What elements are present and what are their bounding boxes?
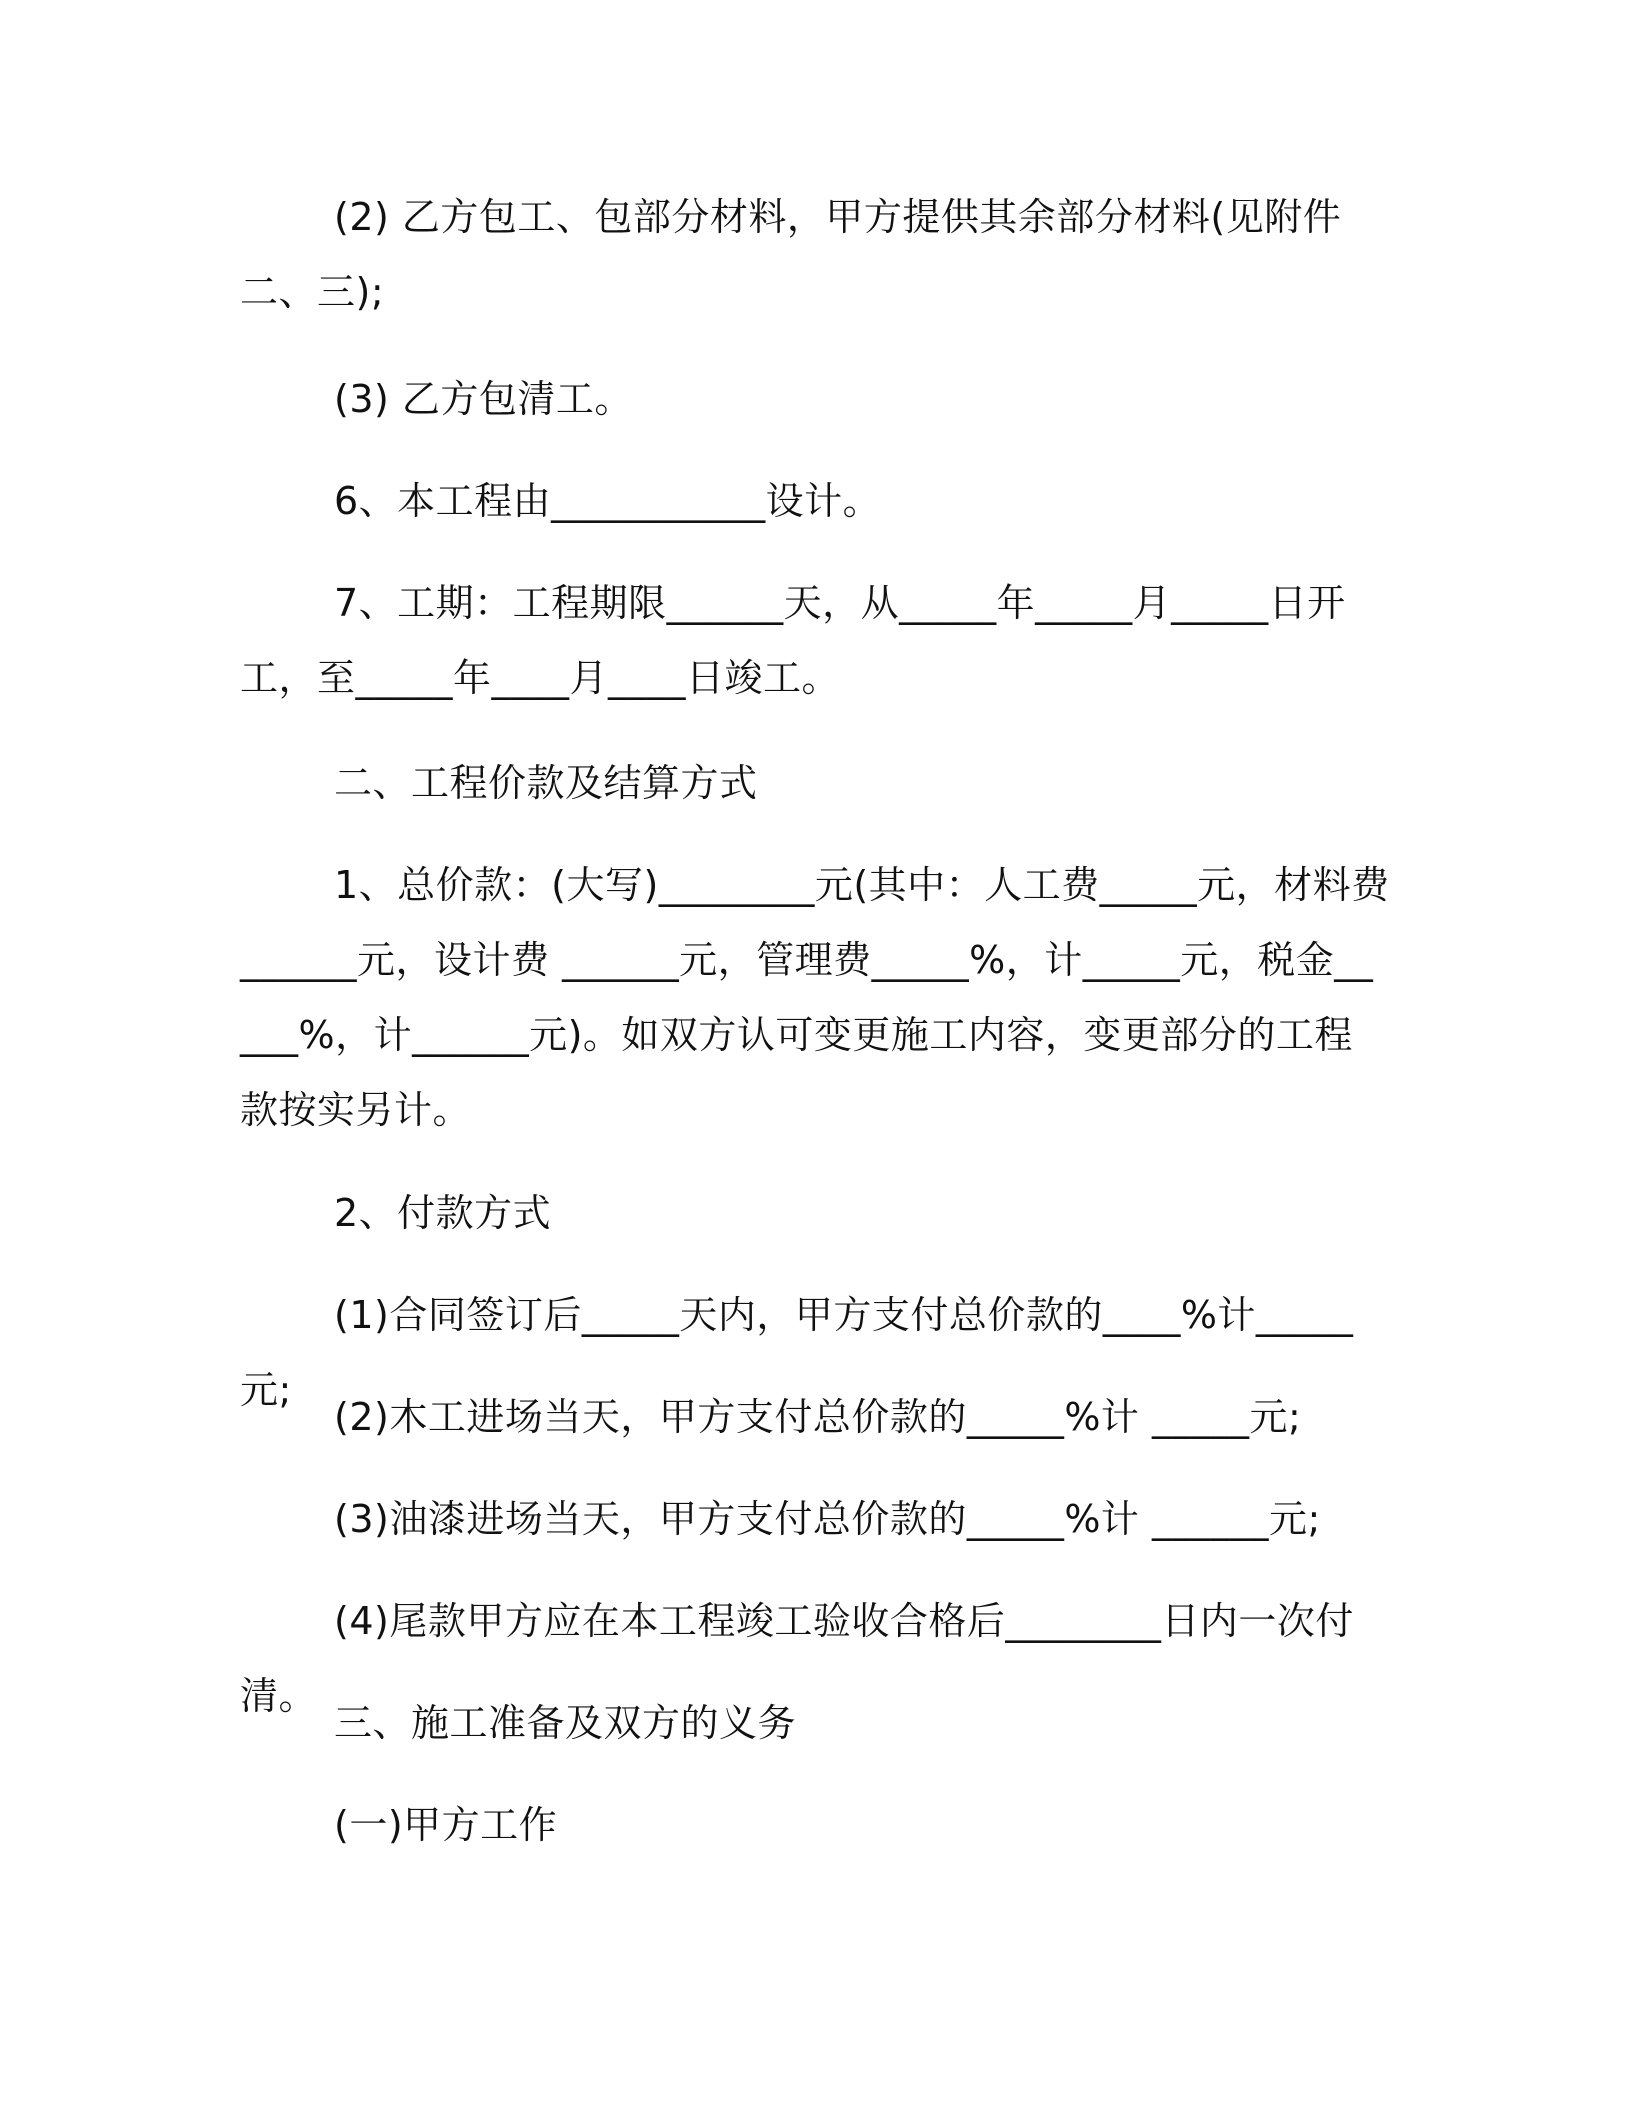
- subheading-payment-method: 2、付款方式: [334, 1191, 552, 1235]
- section-heading-price: 二、工程价款及结算方式: [334, 761, 758, 805]
- paragraph-materials-supply: (2) 乙方包工、包部分材料，甲方提供其余部分材料(见附件二、三);: [240, 195, 1342, 314]
- payment-item-3: (3)油漆进场当天，甲方支付总价款的_____%计 ______元;: [334, 1497, 1321, 1541]
- payment-item-4: (4)尾款甲方应在本工程竣工验收合格后________日内一次付清。: [240, 1599, 1354, 1718]
- payment-item-2: (2)木工进场当天，甲方支付总价款的_____%计 _____元;: [334, 1395, 1302, 1439]
- paragraph-designer: 6、本工程由___________设计。: [334, 479, 882, 523]
- subheading-party-a-work: (一)甲方工作: [334, 1803, 558, 1847]
- paragraph-labor-only: (3) 乙方包清工。: [334, 377, 633, 421]
- paragraph-total-price: 1、总价款：(大写)________元(其中：人工费_____元，材料费______元，设计费 ______元，管理费_____%，计_____元，税金_____%，计______元)。如双方认可变更施工内容，变更部分的工程款按实另计。: [240, 863, 1390, 1132]
- payment-item-1: (1)合同签订后_____天内，甲方支付总价款的____%计_____元;: [240, 1293, 1354, 1412]
- section-heading-preparation: 三、施工准备及双方的义务: [334, 1701, 797, 1745]
- paragraph-schedule: 7、工期：工程期限______天，从_____年_____月_____日开工，至_____年____月____日竣工。: [240, 581, 1346, 700]
